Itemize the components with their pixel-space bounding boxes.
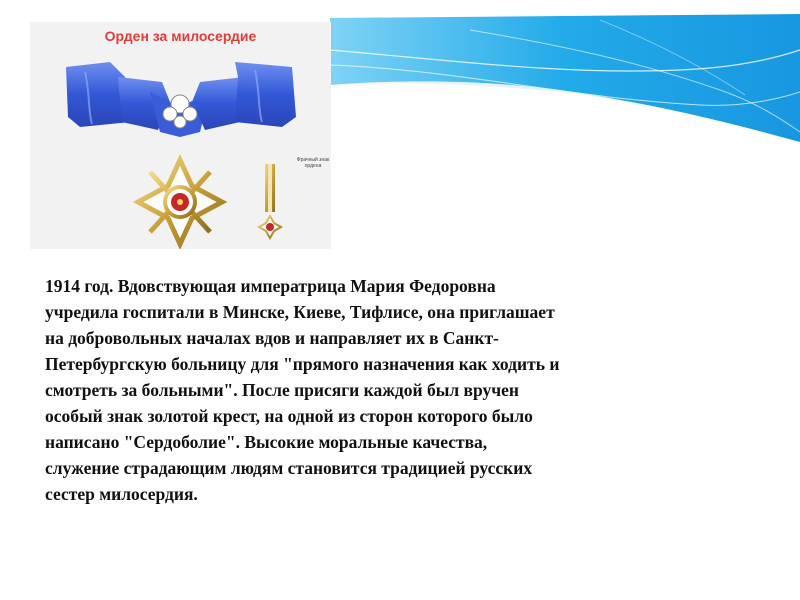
body-paragraph: 1914 год. Вдовствующая императрица Мария Федоровна учредила госпитали в Минске, Киеве, Тифлисе, она приглашает на добровольных началах вдов и направляет их в Санкт- Петербургскую больницу для "прямого назначения как ходить и смотреть за больными". После присяги каждой был вручен особый знак золотой крест, на одной из сторон которого было написано "Сердоболие". Высокие моральные качества, служение страдающим людям становится традицией русских сестер милосердия. [45,276,560,504]
order-image [30,22,331,249]
image-title: Орден за милосердие [104,28,257,44]
small-badge [259,164,281,238]
badge-caption: Фрачный знак ордена [296,157,330,169]
cross-medal [138,160,222,244]
order-illustration [30,22,331,249]
